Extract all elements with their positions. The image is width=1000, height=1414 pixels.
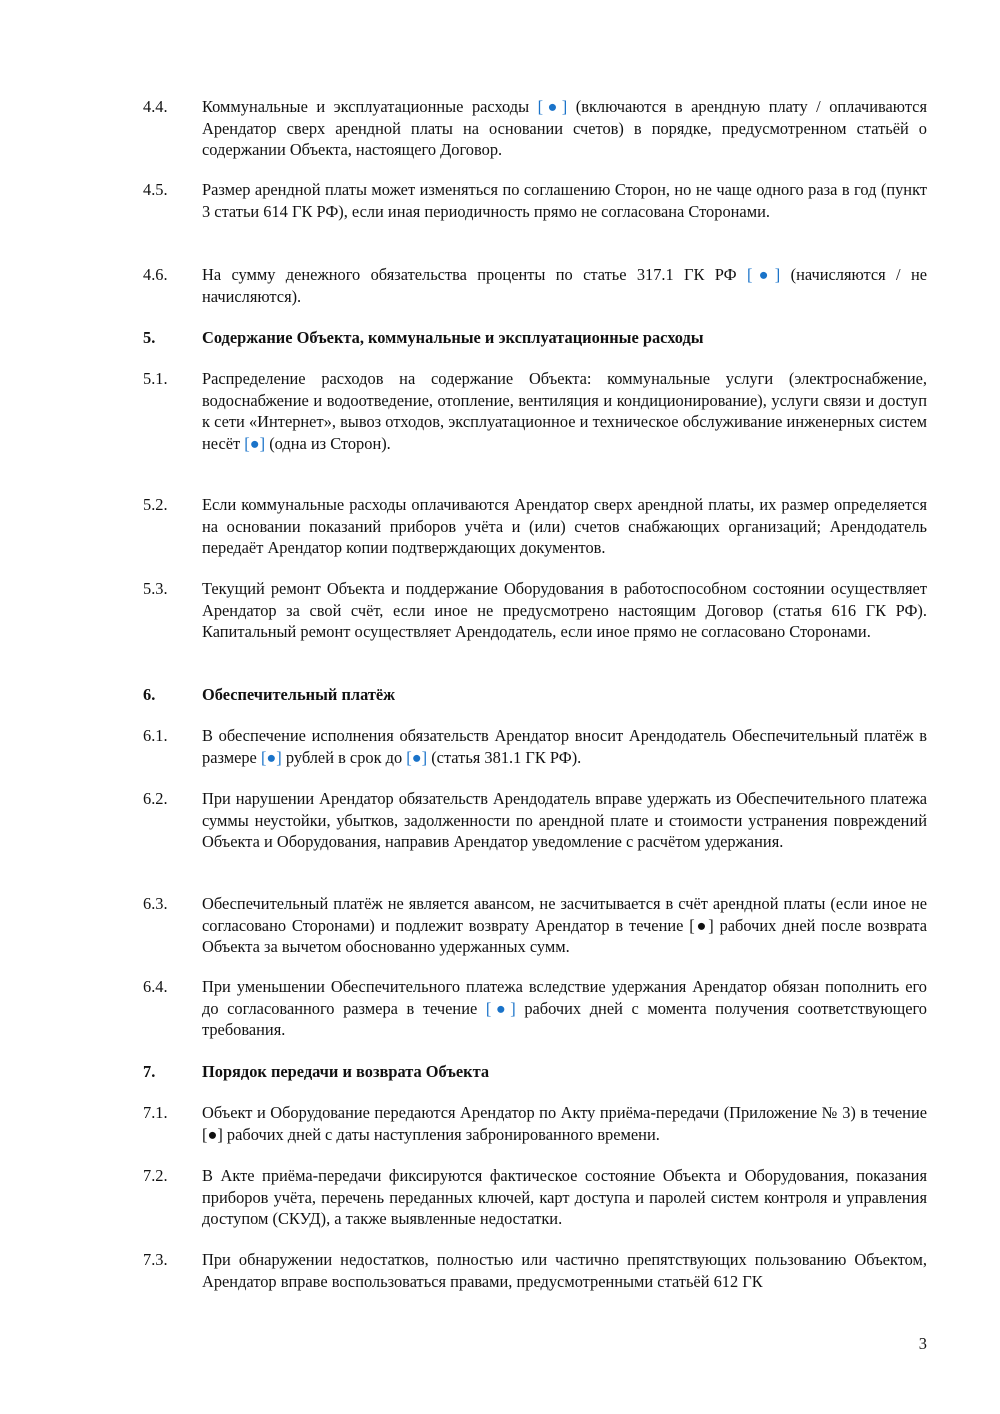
text-fragment: Содержание Объекта, коммунальные и эксплуатационные расходы [202,328,704,347]
clause-5-1 [143,368,927,454]
clause-text [202,1165,927,1230]
clause-text [202,368,927,454]
text-fragment: Порядок передачи и возврата Объекта [202,1062,490,1081]
text-fragment: Объект и Оборудование передаются Арендатор по Акту приёма-передачи (Приложение № 3) в течение [●] рабочих дней с даты наступления забронированного времени. [202,1103,927,1144]
text-fragment: Обеспечительный платёж [202,685,396,704]
placeholder-field: [●] [746,265,781,284]
clause-text [202,179,927,222]
clause-7-3 [143,1249,927,1292]
text-fragment: (одна из Сторон). [265,433,391,453]
text-fragment: Обеспечительный платёж не является авансом, не засчитывается в счёт арендной платы (если иное не согласовано Сторонами) и подлежит возврату Арендатор в течение [●] рабочих дней после возврата Объекта за вычетом обоснованно удержанных сумм. [202,894,927,956]
clause-text [202,578,927,643]
placeholder-field: [●] [244,433,266,453]
clause-number: 6.1. [143,726,168,745]
section-title [202,327,927,349]
clause-4-4 [143,96,927,161]
clause-number: 7.3. [143,1250,168,1269]
clause-7-1 [143,1102,927,1145]
clause-text [202,893,927,958]
clause-6-4 [143,976,927,1041]
section-heading-5 [143,327,927,349]
placeholder-field: [●] [485,998,516,1018]
text-fragment: рабочих дней с момента получения соответствующего требования. [202,998,927,1039]
clause-number: 7.2. [143,1166,168,1185]
text-fragment: Коммунальные и эксплуатационные расходы [202,97,538,116]
clause-text [202,1249,927,1292]
text-fragment: рублей в срок до [281,747,407,767]
text-fragment: При нарушении Арендатор обязательств Арендодатель вправе удержать из Обеспечительного платежа суммы неустойки, убытков, задолженности по арендной плате и стоимости устранения повреждений Объекта и Оборудования, направив Арендатор уведомление с расчётом удержания. [202,789,927,851]
clause-number: 4.4. [143,97,168,116]
clause-5-2 [143,494,927,559]
clause-6-3 [143,893,927,958]
clause-5-3 [143,578,927,643]
clause-number: 6.3. [143,894,168,913]
text-fragment: При уменьшении Обеспечительного платежа вследствие удержания Арендатор обязан пополнить его до согласованного размера в течение [202,977,927,1018]
text-fragment: Распределение расходов на содержание Объекта: коммунальные услуги (электроснабжение, водоснабжение и водоотведение, отопление, вентиляция и кондиционирование), услуги связи и доступ к сети «Интернет», вывоз отходов, эксплуатационное и техническое обслуживание инженерных систем несёт [202,369,927,453]
clause-number: 7.1. [143,1103,168,1122]
clause-number: 5.2. [143,495,168,514]
text-fragment: В обеспечение исполнения обязательств Арендатор вносит Арендодатель Обеспечительный платёж в размере [202,726,927,767]
section-number: 5. [143,328,156,347]
text-fragment: (включаются в арендную плату / оплачиваются Арендатор сверх арендной платы на основании счетов) в порядке, предусмотренном статьёй о содержании Объекта, настоящего Договор. [202,97,927,159]
clause-text [202,725,927,768]
section-number: 7. [143,1062,156,1081]
text-fragment: (начисляются / не начисляются). [202,265,927,306]
placeholder-field: [●] [260,747,282,767]
placeholder-field: [●] [406,747,428,767]
clause-number: 4.5. [143,180,168,199]
page-number: 3 [918,1334,927,1353]
section-title [202,1061,927,1083]
clause-text [202,494,927,559]
clause-6-2 [143,788,927,853]
section-title [202,684,927,706]
clause-6-1 [143,725,927,768]
text-fragment: В Акте приёма-передачи фиксируются фактическое состояние Объекта и Оборудования, показания приборов учёта, перечень переданных ключей, карт доступа и паролей систем контроля и управления доступом (СКУД), а также выявленные недостатки. [202,1166,927,1228]
text-fragment: На сумму денежного обязательства проценты по статье 317.1 ГК РФ [202,265,747,284]
text-fragment: Если коммунальные расходы оплачиваются Арендатор сверх арендной платы, их размер определяется на основании показаний приборов учёта и (или) счетов снабжающих организаций; Арендодатель передаёт Арендатор копии подтверждающих документов. [202,495,927,557]
clause-text [202,1102,927,1145]
clause-number: 6.4. [143,977,168,996]
clause-4-6 [143,264,927,307]
text-fragment: (статья 381.1 ГК РФ). [427,747,582,767]
clause-text [202,976,927,1041]
section-heading-6 [143,684,927,706]
text-fragment: При обнаружении недостатков, полностью или частично препятствующих пользованию Объектом, Арендатор вправе воспользоваться правами, предусмотренными статьёй 612 ГК [202,1250,927,1291]
clause-text [202,264,927,307]
clause-text [202,96,927,161]
clause-number: 4.6. [143,265,168,284]
clause-number: 5.3. [143,579,168,598]
clause-number: 5.1. [143,369,168,388]
clause-number: 6.2. [143,789,168,808]
placeholder-field: [●] [537,97,568,116]
section-heading-7 [143,1061,927,1083]
clause-4-5 [143,179,927,222]
clause-text [202,788,927,853]
clause-7-2 [143,1165,927,1230]
text-fragment: Размер арендной платы может изменяться по соглашению Сторон, но не чаще одного раза в год (пункт 3 статьи 614 ГК РФ), если иная периодичность прямо не согласована Сторонами. [202,180,927,221]
text-fragment: Текущий ремонт Объекта и поддержание Оборудования в работоспособном состоянии осуществляет Арендатор за свой счёт, если иное не предусмотрено настоящим Договор (статья 616 ГК РФ). Капитальный ремонт осуществляет Арендодатель, если иное прямо не согласовано Сторонами. [202,579,927,641]
section-number: 6. [143,685,156,704]
